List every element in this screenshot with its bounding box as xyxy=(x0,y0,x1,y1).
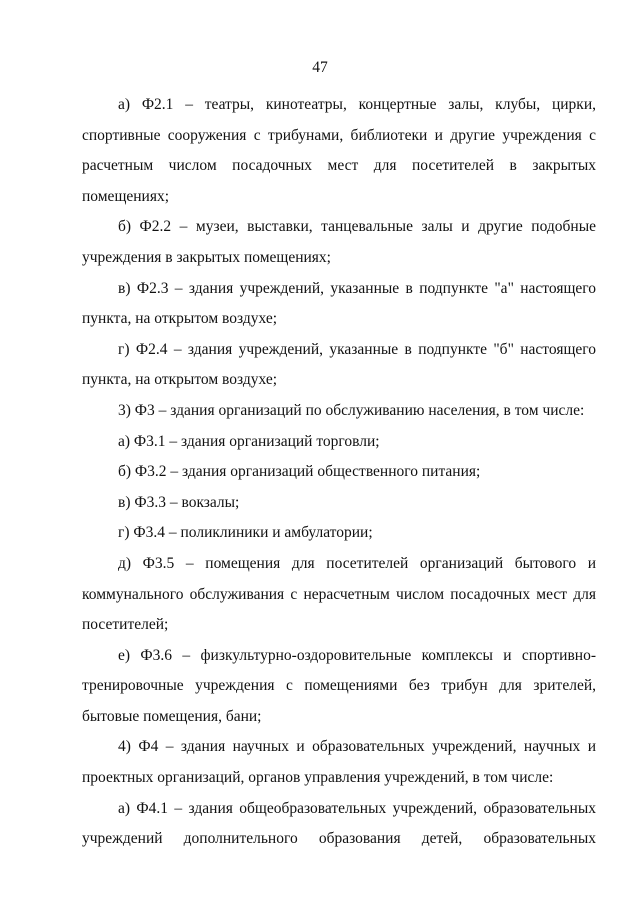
paragraph-f2-1: а) Ф2.1 – театры, кинотеатры, концертные залы, клубы, цирки, спортивные сооружения с трибунами, библиотеки и другие учреждения с расчетным числом посадочных мест для посетителей в закрытых помещениях; xyxy=(82,96,596,205)
paragraph-f4: 4) Ф4 – здания научных и образовательных учреждений, научных и проектных организаций, органов управления учреждений, в том числе: xyxy=(82,738,596,787)
paragraph-f4-1: а) Ф4.1 – здания общеобразовательных учреждений, образовательных учреждений дополнительного образования детей, образовательных xyxy=(82,799,596,848)
document-body xyxy=(82,90,596,855)
paragraph-f3-6: е) Ф3.6 – физкультурно-оздоровительные комплексы и спортивно-тренировочные учреждения с помещениями без трибун для зрителей, бытовые помещения, бани; xyxy=(82,646,596,725)
paragraph-f3-2: б) Ф3.2 – здания организаций общественного питания; xyxy=(118,463,481,481)
paragraph-f3-1: а) Ф3.1 – здания организаций торговли; xyxy=(118,432,380,450)
paragraph-f3-3: в) Ф3.3 – вокзалы; xyxy=(118,493,240,511)
page-number: 47 xyxy=(312,59,328,76)
paragraph-f2-4: г) Ф2.4 – здания учреждений, указанные в подпункте "б" настоящего пункта, на открытом воздухе; xyxy=(82,340,596,389)
paragraph-f2-3: в) Ф2.3 – здания учреждений, указанные в подпункте "а" настоящего пункта, на открытом воздухе; xyxy=(82,279,596,328)
paragraph-f3-5: д) Ф3.5 – помещения для посетителей организаций бытового и коммунального обслуживания с нерасчетным числом посадочных мест для посетителей; xyxy=(82,554,596,634)
paragraph-f3: 3) Ф3 – здания организаций по обслуживанию населения, в том числе: xyxy=(118,401,585,419)
paragraph-f3-4: г) Ф3.4 – поликлиники и амбулатории; xyxy=(118,524,373,542)
paragraph-f2-2: б) Ф2.2 – музеи, выставки, танцевальные залы и другие подобные учреждения в закрытых помещениях; xyxy=(82,218,596,266)
